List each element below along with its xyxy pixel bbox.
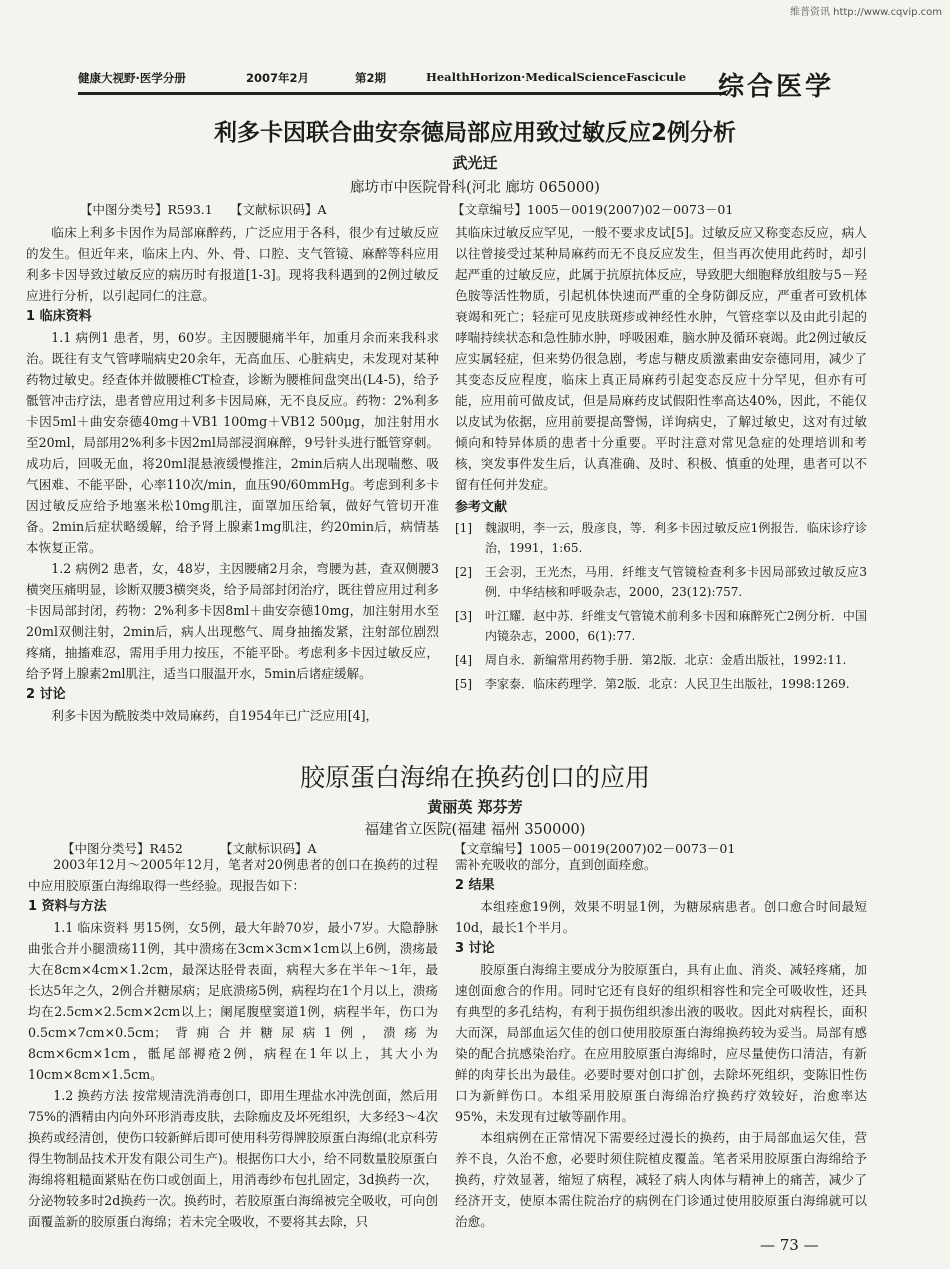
reference-item: [455, 562, 867, 602]
paragraph: 利多卡因为酰胺类中效局麻药，自1954年已广泛应用[4]，: [51, 708, 379, 723]
article2-left-column: [28, 854, 438, 1232]
article1-title: 利多卡因联合曲安奈德局部应用致过敏反应2例分析: [213, 120, 736, 146]
article2-clc: 【中图分类号】R452: [62, 841, 183, 856]
paragraph: 1.2 病例2 患者，女，48岁，主因腰痛2月余，弯腰为甚，查双侧腰3横突压痛明显，诊断双腰3横突炎，给予局部封闭治疗，既往曾应用过利多卡因局部封闭，药物：2%利多卡因8ml＋曲安奈德10mg，加注射用水至20ml双侧注射，2min后，病人出现憋气、周身抽搐发紧，注射部位剧烈疼痛，抽搐难忍，需用手用力按压，不能平卧。考虑利多卡因过敏反应，给予肾上腺素2ml肌注，适当口服温开水，5min后诸症缓解。: [26, 561, 439, 681]
section-heading: 2 结果: [455, 878, 495, 893]
article1-doc-code: 【文献标识码】A: [230, 202, 327, 217]
reference-number: [3]: [455, 609, 472, 623]
article1-right-column: [455, 222, 867, 698]
section-heading: 3 讨论: [455, 941, 495, 956]
issue-number: 第2期: [355, 71, 387, 85]
article2-title: 胶原蛋白海绵在换药创口的应用: [299, 763, 650, 792]
page-number: — 73 —: [760, 1236, 819, 1254]
article1-author: 武光迁: [452, 154, 498, 172]
reference-text: 周自永．新编常用药物手册．第2版．北京：金盾出版社，1992:11.: [485, 653, 847, 667]
reference-text: 王会羽，王光杰，马用．纤维支气管镜检查利多卡因局部致过敏反应3例．中华结核和呼吸杂志，2000，23(12):757.: [485, 565, 867, 599]
section-heading: 2 讨论: [26, 687, 66, 702]
reference-item: [455, 674, 867, 694]
paragraph: 其临床过敏反应罕见，一般不要求皮试[5]。过敏反应又称变态反应，病人以往曾接受过某种局麻药而无不良反应发生，但当再次使用此药时，却引起严重的过敏反应，此属于抗原抗体反应，导致肥大细胞释放组胺与5－羟色胺等活性物质，引起机体快速而严重的全身防御反应，严重者可致机体衰竭和死亡；轻症可见皮肤斑疹或神经性水肿，气管痉挛以及由此引起的哮喘持续状态和急性肺水肿，呼吸困难，脑水肿及循环衰竭。此2例过敏反应实属轻症，但来势仍很急剧，考虑与糖皮质激素曲安奈德同用，减少了其变态反应程度，临床上真正局麻药引起变态反应十分罕见，但亦有可能，应用前可做皮试，但是局麻药皮试假阳性率高达40%，因此，不能仅以皮试为依据，应用前要提高警惕，详询病史，了解过敏史，这对有过敏倾向和特异体质的患者十分重要。平时注意对常见急症的处理培训和考核，突发事件发生后，认真准确、及时、积极、慎重的处理，患者可以不留有任何并发症。: [455, 225, 867, 492]
paragraph: 本组病例在正常情况下需要经过漫长的换药，由于局部血运欠佳，营养不良，久治不愈，必要时须住院植皮覆盖。笔者采用胶原蛋白海绵给予换药，疗效显著，缩短了病程，减轻了病人肉体与精神上的痛苦，减少了经济开支，使原本需住院治疗的病例在门诊通过使用胶原蛋白海绵就可以治愈。: [455, 1130, 867, 1229]
paragraph: 临床上利多卡因作为局部麻醉药，广泛应用于各科，很少有过敏反应的发生。但近年来，临床上内、外、骨、口腔、支气管镜、麻醉等科应用利多卡因导致过敏反应的病历时有报道[1-3]。现将我科遇到的2例过敏反应进行分析，以引起同仁的注意。: [26, 225, 439, 303]
journal-name: 健康大视野·医学分册: [78, 71, 186, 85]
reference-number: [1]: [455, 521, 472, 535]
paragraph: 胶原蛋白海绵主要成分为胶原蛋白，具有止血、消炎、减轻疼痛，加速创面愈合的作用。同时它还有良好的组织相容性和完全可吸收性，还具有典型的多孔结构，有利于损伤组织渗出液的吸收。因此对病程长，面积大而深，局部血运欠佳的创口使用胶原蛋白海绵换药较为妥当。局部有感染的配合抗感染治疗。在应用胶原蛋白海绵时，应尽量使伤口清洁，有新鲜的肉芽长出为最佳。必要时要对创口扩创，去除坏死组织，变陈旧性伤口为新鲜伤口。本组采用胶原蛋白海绵治疗换药疗效较好，治愈率达95%，未发现有过敏等副作用。: [455, 962, 867, 1124]
article1-affiliation: 廊坊市中医院骨科(河北 廊坊 065000): [350, 180, 600, 196]
reference-text: 叶江耀．赵中苏．纤维支气管镜术前利多卡因和麻醉死亡2例分析．中国内镜杂志，2000，6(1):77.: [485, 609, 867, 643]
reference-item: [455, 650, 867, 670]
article2-author: 黄丽英 郑芬芳: [427, 798, 523, 816]
reference-number: [5]: [455, 677, 472, 691]
paragraph: 1.2 换药方法 按常规清洗消毒创口，即用生理盐水冲洗创面，然后用75%的酒精由内向外环形消毒皮肤，去除痂皮及坏死组织，大多经3～4次换药或经清创，使伤口较新鲜后即可使用科劳得牌胶原蛋白海绵(北京科劳得生物制品技术开发有限公司生产)。根据伤口大小，给不同数量胶原蛋白海绵将粗糙面紧贴在伤口或创面上，用消毒纱布包扎固定，3d换药一次，分泌物较多时2d换药一次。换药时，若胶原蛋白海绵被完全吸收，可向创面覆盖新的胶原蛋白海绵；若未完全吸收，不要将其去除，只: [28, 1088, 438, 1229]
article1-article-no: 【文章编号】1005－0019(2007)02－0073－01: [452, 202, 734, 217]
article2-doc-code: 【文献标识码】A: [220, 841, 317, 856]
article2-article-no: 【文章编号】1005－0019(2007)02－0073－01: [454, 841, 736, 856]
article2-right-column: [455, 854, 867, 1232]
watermark: 维普资讯 http://www.cqvip.com: [789, 7, 942, 18]
section-heading: 1 临床资料: [26, 309, 92, 324]
article1-left-column: [26, 222, 439, 726]
reference-number: [4]: [455, 653, 472, 667]
reference-item: [455, 518, 867, 558]
paragraph: 1.1 病例1 患者，男，60岁。主因腰腿痛半年，加重月余而来我科求治。既往有支气管哮喘病史20余年，无高血压、心脏病史，未发现对某种药物过敏史。经查体并做腰椎CT检查，诊断为腰椎间盘突出(L4-5)，给予骶管冲击疗法，患者曾应用过利多卡因局麻，无不良反应。药物：2%利多卡因5ml＋曲安奈德40mg＋VB1 100mg＋VB12 500μg，加注射用水至20ml，局部用2%利多卡因2ml局部浸润麻醉，9号针头进行骶管穿刺。成功后，回吸无血，将20ml混悬液缓慢推注，2min后病人出现喘憋、吸气困难、不能平卧，心率110次/min，血压90/60mmHg。考虑到利多卡因过敏反应给予地塞米松10mg肌注，面罩加压给氧，做好气管切开准备。2min后症状略缓解，给予肾上腺素1mg肌注，约20min后，病情基本恢复正常。: [26, 330, 439, 555]
paragraph: 需补充吸收的部分，直到创面痊愈。: [455, 857, 657, 872]
paragraph: 2003年12月～2005年12月，笔者对20例患者的创口在换药的过程中应用胶原蛋白海绵取得一些经验。现报告如下：: [28, 857, 438, 893]
reference-number: [2]: [455, 565, 472, 579]
paragraph: 本组痊愈19例，效果不明显1例，为糖尿病患者。创口愈合时间最短10d，最长1个半月。: [455, 899, 867, 935]
article2-affiliation: 福建省立医院(福建 福州 350000): [364, 822, 586, 838]
reference-list: [455, 518, 867, 694]
reference-item: [455, 606, 867, 646]
reference-text: 李家泰．临床药理学．第2版．北京：人民卫生出版社，1998:1269.: [485, 677, 850, 691]
issue-date: 2007年2月: [246, 71, 310, 85]
section-label: 综合医学: [718, 72, 835, 102]
reference-text: 魏淑明，李一云，殷彦良，等．利多卡因过敏反应1例报告．临床诊疗诊治，1991，1:65.: [485, 521, 867, 555]
paragraph: 1.1 临床资料 男15例，女5例，最大年龄70岁，最小7岁。大隐静脉曲张合并小腿溃疡11例，其中溃疡在3cm×3cm×1cm以上6例，溃疡最大在8cm×4cm×1.2cm，最深达胫骨表面，病程大多在半年～1年，最长达5年之久，2例合并糖尿病；足底溃疡5例，病程均在1个月以上，溃疡均在2.5cm×2.5cm×2cm以上；阑尾腹壁窦道1例，病程半年，伤口为0.5cm×7cm×0.5cm；背痈合并糖尿病1例，溃疡为8cm×6cm×1cm，骶尾部褥疮2例，病程在1年以上，其大小为10cm×8cm×1.5cm。: [28, 920, 438, 1082]
references-heading: 参考文献: [455, 500, 508, 515]
section-heading: 1 资料与方法: [28, 899, 107, 914]
journal-english-name: HealthHorizon·MedicalScienceFascicule: [426, 70, 687, 84]
header-rule: [78, 92, 726, 95]
article1-clc: 【中图分类号】R593.1: [80, 202, 213, 217]
